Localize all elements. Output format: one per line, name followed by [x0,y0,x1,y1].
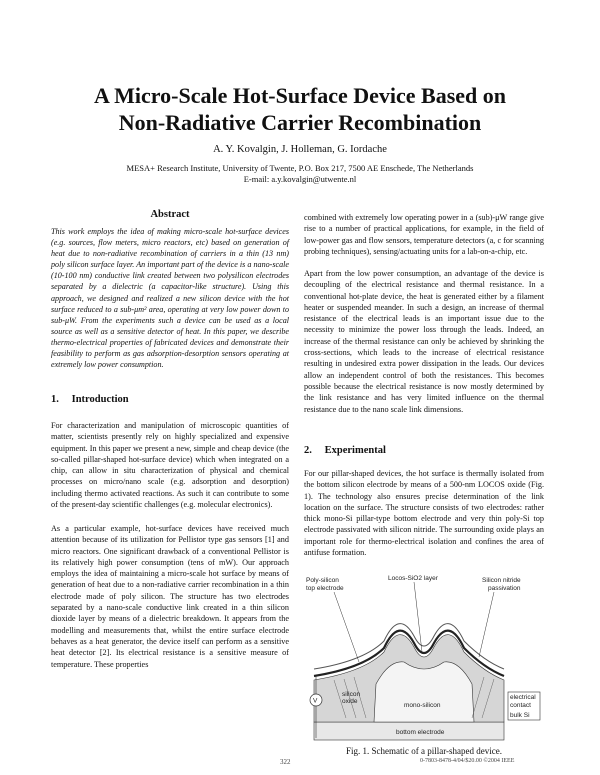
affiliation-block [60,163,540,185]
label-mono-silicon: mono-silicon [404,702,441,709]
label-top-electrode: top electrode [306,585,344,592]
isbn-footer: 0-7803-8478-4/04/$20.00 ©2004 IEEE [420,758,515,764]
section-number: 2. [304,445,312,456]
section-heading-introduction [51,394,129,405]
paper-title [40,82,560,136]
title-line-1: A Micro-Scale Hot-Surface Device Based on [93,83,506,108]
right-paragraph-1: combined with extremely low operating power in a (sub)-μW range give rise to a number of practical applications, for example, in the field of low-power gas and flow sensors, temperature detectors (a, c for scanning probing techniques), sensing/actuating units for a lab-on-a-chip, etc. [304,213,544,256]
intro-paragraph-2: As a particular example, hot-surface devices have received much attention because of its utilization for Pellistor type gas sensors [1] and micro reactors. One significant drawback of a conventional Pellistor is its relatively high power consumption (tens of mW). Our approach employs the idea of maintaining a micro-scale hot surface by means of generation of heat due to a non-radiative carrier recombination in a thin electrode made of poly silicon. The structure has two electrodes separated by a nano-scale conductive link created in a thin silicon dioxide layer by means of a dielectric breakdown. It appears from the modelling and measurements that, whilst the entire surface electrode behaves as a heat generator, the device itself can perform as a sensitive heat detector [2]. Its electrical resistance is a sensitive measure of temperature. These properties [51,524,289,669]
voltage-label: V [313,697,318,705]
label-bottom-electrode: bottom electrode [396,729,445,736]
label-silicon-nitride: Silicon nitride [482,577,521,584]
section-title: Experimental [324,445,386,456]
pillar-device-schematic [304,572,544,744]
page-number: 322 [280,758,291,766]
experimental-paragraph-1: For our pillar-shaped devices, the hot surface is thermally isolated from the bottom silicon electrode by means of a 500-nm LOCOS oxide (Fig. 1). The technology also ensures precise determination of the link location on the surface. The structure consists of two electrodes: rather thick mono-Si pillar-type bottom electrode and very thin poly-Si top electrode passivated with silicon nitride. The surrounding oxide plays an important role for thermo-electrical isolation and confines the area of antifuse formation. [304,469,544,558]
label-oxide: oxide [342,698,358,705]
section-title: Introduction [71,394,129,405]
mono-silicon-pillar [374,662,474,722]
label-passivation: passivation [488,585,521,592]
abstract-heading: Abstract [150,209,190,220]
label-bulk-si: bulk Si [510,712,530,719]
label-electrical: electrical [510,694,536,701]
figure-1 [304,572,544,744]
intro-paragraph-1: For characterization and manipulation of microscopic quantities of matter, scientists presently rely on highly specialized and expensive equipment. In this paper we present a new, simple and cheap device (the so-called pillar-shaped hot-surface device) which when integrated on a chip, can allow in situ characterization of physical and chemical processes on micro/nano scale (e.g. adsorption and desorption) including thermo activated reactions. As such it can contribute to some of the present-day scientific challenges (e.g. molecular electronics). [51,421,289,510]
title-line-2: Non-Radiative Carrier Recombination [118,110,482,135]
abstract-text: This work employs the idea of making micro-scale hot-surface devices (e.g. sources, flow meters, micro reactors, etc) based on generation of heat due to non-radiative recombination of carriers in a thin (13 nm) poly silicon surface layer. An important part of the device is a nano-scale (10-100 nm) conductive link created between two polysilicon electrodes separated by a dielectric (a capacitor-like structure). Using this approach, we designed and realized a new silicon device with the hot surface reduced to a sub-μm² area, operating at very low power down to sub-μW. From the experiments such a device can be used as a local source as well as a sensitive detector of heat. In this paper, we describe thermo-electrical properties of fabricated devices and demonstrate their feasibility to perform as gas adsorption-desorption sensors operating at extremely low power consumption. [51,227,289,370]
label-silicon: silicon [342,691,361,698]
label-contact: contact [510,702,531,709]
right-paragraph-2: Apart from the low power consumption, an advantage of the device is decoupling of the electrical resistance and thermal resistance. In a conventional hot-plate device, the heat is generated either by a filament heater or suspended meander. In such a design, an increase of thermal resistance of the electrical leads is an important issue due to the necessity to minimize the power loss through the leads. Indeed, an increase of the thermal resistance can only be achieved by shrinking the cross-sections, which leads to the increase of electrical resistance resulting in undesired extra power dissipation in the leads. Our devices allow an independent control of both the resistances. This becomes possible because the electrical resistance is now mostly determined by the link resistance and has very limited influence on the thermal resistance due to the nano scale link dimensions. [304,269,544,414]
affiliation: MESA+ Research Institute, University of Twente, P.O. Box 217, 7500 AE Enschede, The Netherlands [126,163,474,173]
section-number: 1. [51,394,59,405]
label-poly-silicon: Poly-silicon [306,577,339,584]
section-heading-experimental [304,445,386,456]
figure-caption: Fig. 1. Schematic of a pillar-shaped device. [345,746,503,756]
authors: A. Y. Kovalgin, J. Holleman, G. Iordache [213,144,387,155]
label-locos-layer: Locos-SiO2 layer [388,575,438,582]
email: E-mail: a.y.kovalgin@utwente.nl [243,174,357,184]
